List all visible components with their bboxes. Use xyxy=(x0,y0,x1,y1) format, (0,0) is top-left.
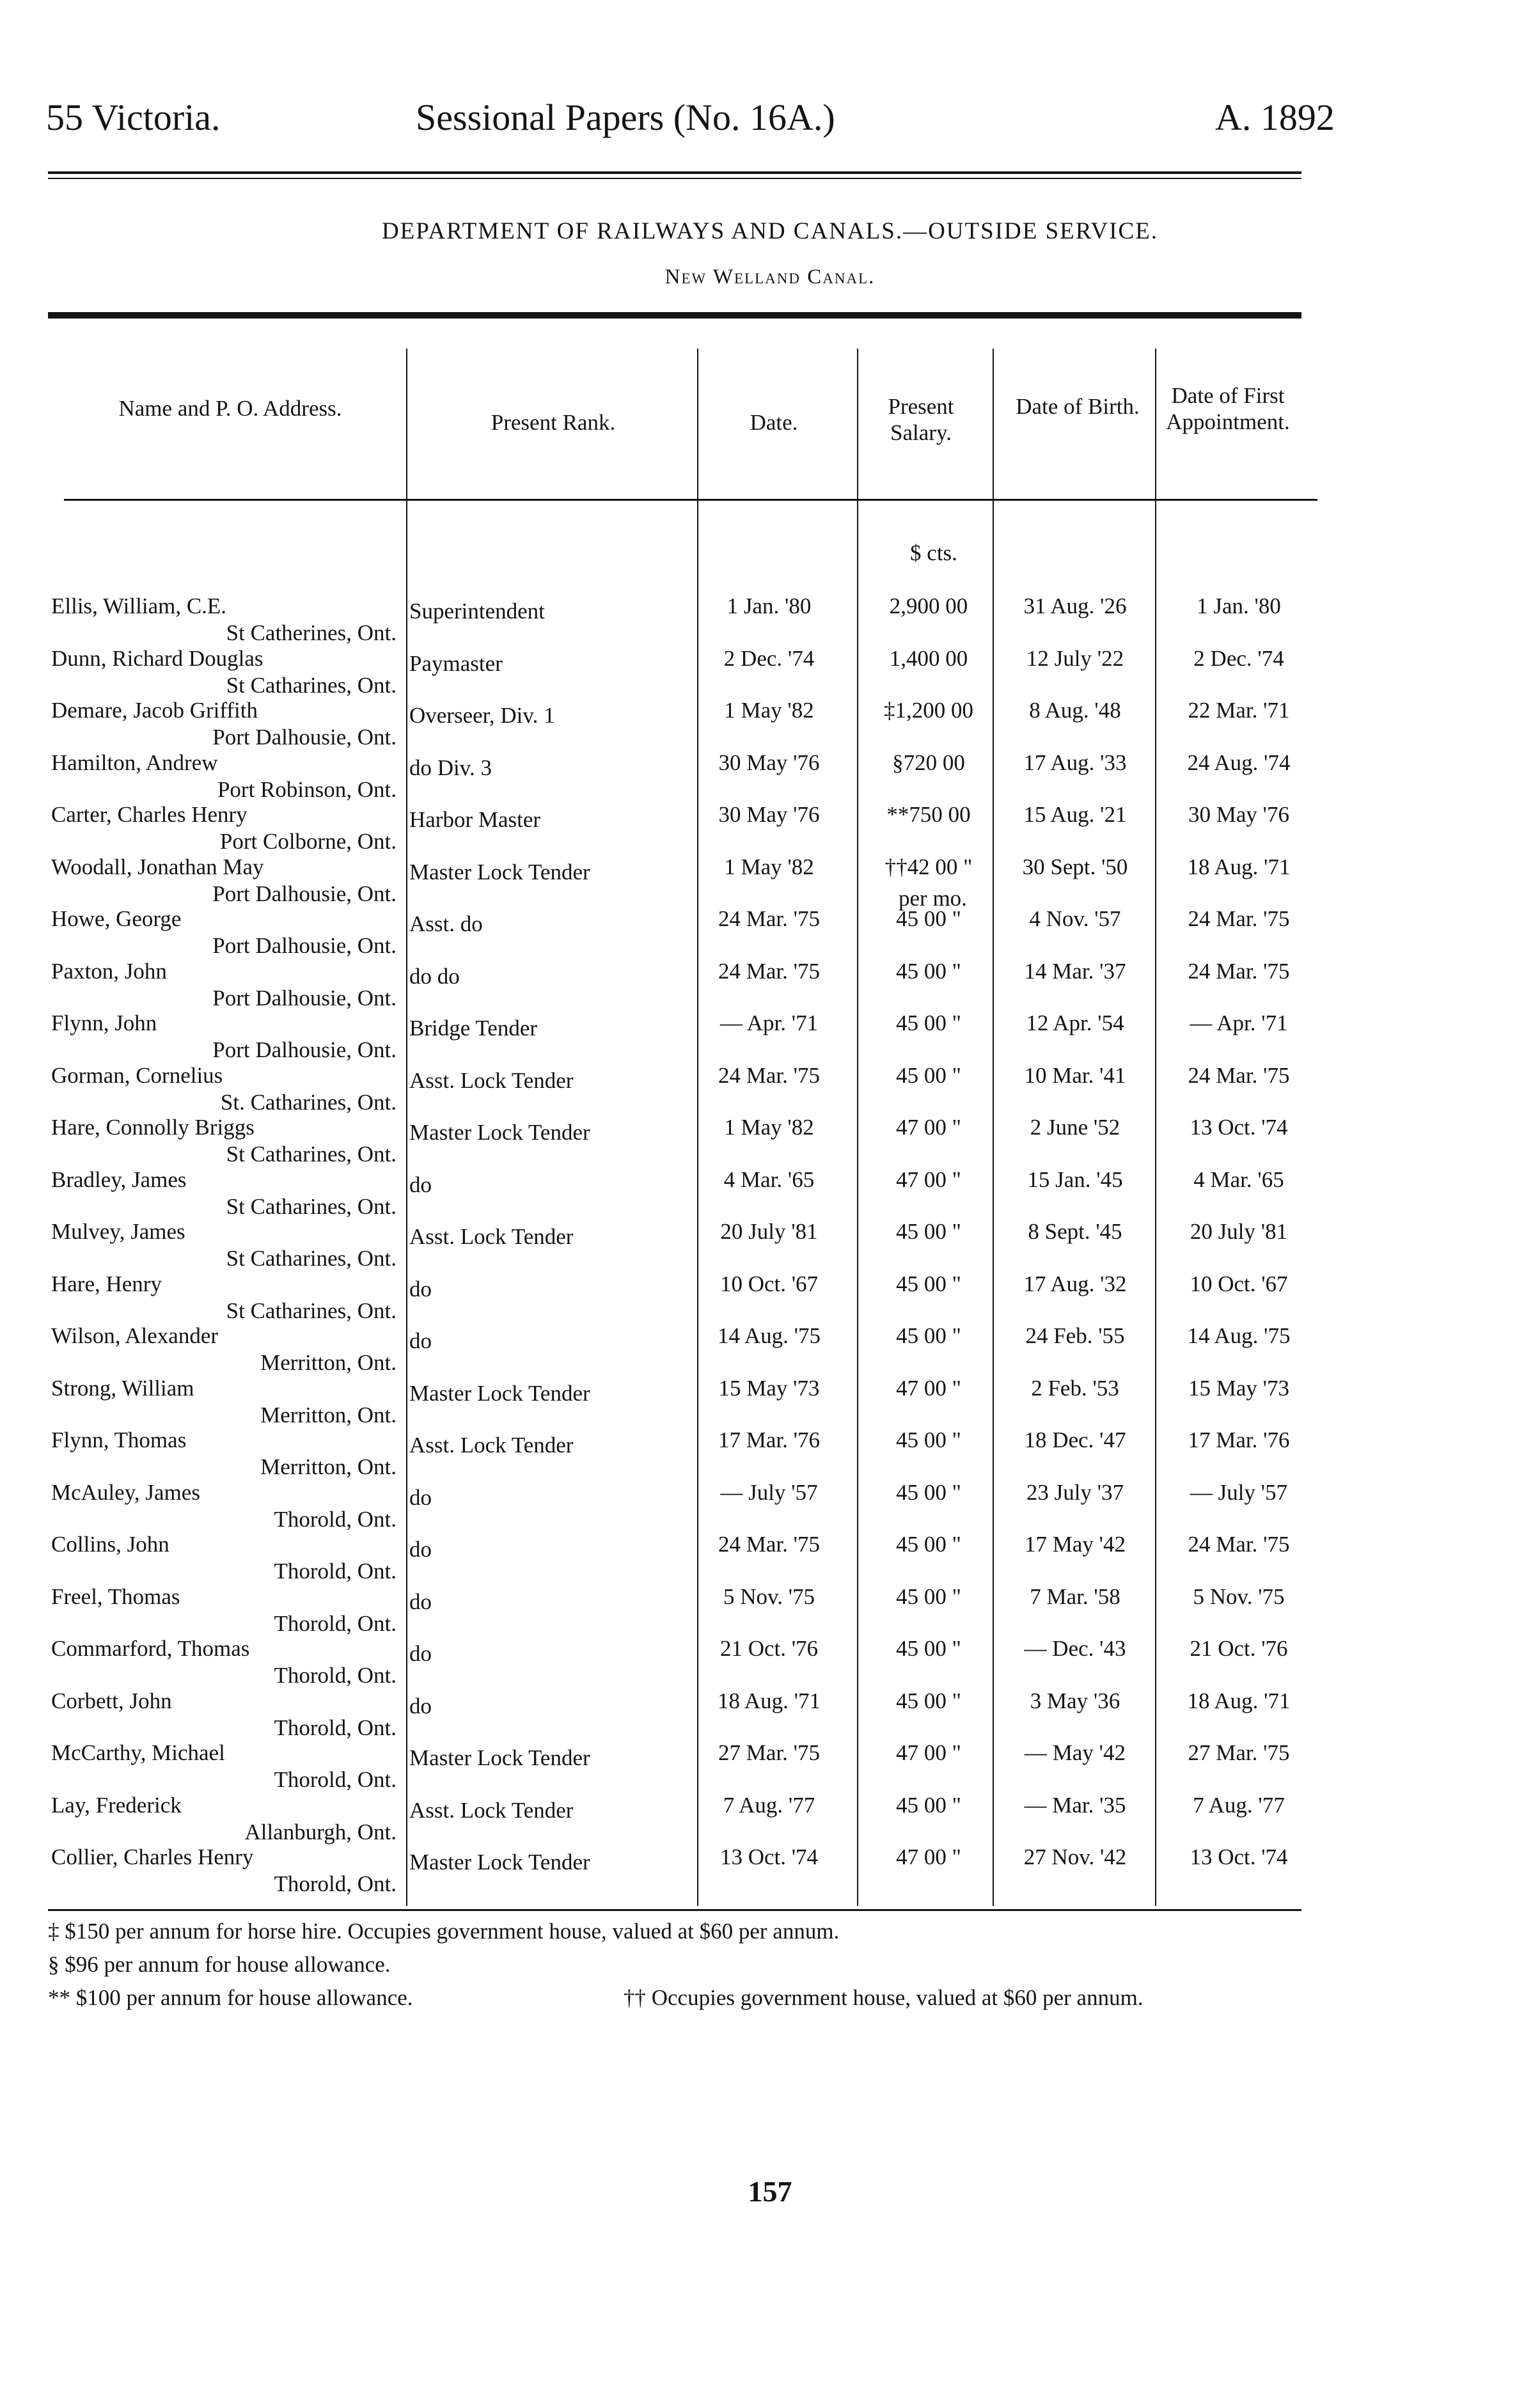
present-rank: do xyxy=(409,1172,432,1197)
date-of-birth: 12 July '22 xyxy=(1026,646,1124,671)
header-center: Sessional Papers (No. 16A.) xyxy=(416,97,835,138)
column-header-dob: Date of Birth. xyxy=(1016,394,1140,419)
present-rank: Superintendent xyxy=(409,599,545,624)
present-salary: 1,400 00 xyxy=(889,646,968,671)
post-office-address: St Catherines, Ont. xyxy=(226,620,397,645)
present-rank: do xyxy=(409,1537,432,1562)
date-of-birth: 15 Aug. '21 xyxy=(1023,802,1127,827)
present-salary: 45 00 " xyxy=(896,1219,961,1244)
rank-date: 13 Oct. '74 xyxy=(719,1844,819,1869)
employee-name: Carter, Charles Henry xyxy=(51,802,248,827)
date-of-birth: 3 May '36 xyxy=(1030,1688,1120,1713)
first-appointment-date: 24 Mar. '75 xyxy=(1188,1532,1290,1557)
date-of-birth: 14 Mar. '37 xyxy=(1024,959,1126,984)
first-appointment-date: 13 Oct. '74 xyxy=(1190,1115,1288,1140)
present-salary: 45 00 " xyxy=(896,1480,961,1505)
present-salary: ††42 00 " xyxy=(884,854,973,879)
footnote-horse-hire: ‡ $150 per annum for horse hire. Occupies government house, valued at $60 per annum. xyxy=(48,1919,840,1944)
post-office-address: Merritton, Ont. xyxy=(260,1350,397,1375)
footnote-house-allowance-100: ** $100 per annum for house allowance. xyxy=(48,1985,413,2010)
date-of-birth: 30 Sept. '50 xyxy=(1022,854,1128,879)
employee-name: Gorman, Cornelius xyxy=(51,1063,223,1088)
header-rule-top xyxy=(48,171,1301,174)
first-appointment-date: 24 Mar. '75 xyxy=(1188,1063,1290,1088)
first-appointment-date: — Apr. '71 xyxy=(1190,1011,1288,1035)
employee-name: Freel, Thomas xyxy=(51,1584,180,1609)
present-salary: 45 00 " xyxy=(896,1271,961,1296)
rank-date: 4 Mar. '65 xyxy=(723,1167,815,1192)
date-of-birth: 24 Feb. '55 xyxy=(1025,1323,1125,1348)
column-header-rank: Present Rank. xyxy=(491,410,616,435)
date-of-birth: 8 Sept. '45 xyxy=(1028,1219,1122,1244)
employee-name: Flynn, John xyxy=(51,1011,157,1035)
date-of-birth: 23 July '37 xyxy=(1026,1480,1124,1505)
salary-per-month-label: per mo. xyxy=(899,886,967,911)
post-office-address: Port Colborne, Ont. xyxy=(219,829,397,854)
date-of-birth: 7 Mar. '58 xyxy=(1030,1584,1120,1609)
rank-date: 7 Aug. '77 xyxy=(723,1793,815,1818)
present-rank: do do xyxy=(409,964,460,989)
first-appointment-date: 24 Mar. '75 xyxy=(1188,959,1290,984)
present-salary: 2,900 00 xyxy=(889,594,968,618)
rank-date: — July '57 xyxy=(720,1480,818,1505)
date-of-birth: 18 Dec. '47 xyxy=(1024,1427,1126,1452)
present-rank: Asst. Lock Tender xyxy=(409,1068,574,1093)
employee-name: Dunn, Richard Douglas xyxy=(51,646,263,671)
present-rank: do xyxy=(409,1694,432,1718)
footnote-government-house: †† Occupies government house, valued at $60 per annum. xyxy=(624,1985,1143,2010)
first-appointment-date: — July '57 xyxy=(1190,1480,1288,1505)
post-office-address: Merritton, Ont. xyxy=(260,1454,397,1479)
post-office-address: Port Robinson, Ont. xyxy=(217,777,397,802)
present-salary: 45 00 " xyxy=(896,959,961,984)
first-appointment-date: 24 Mar. '75 xyxy=(1188,906,1290,931)
post-office-address: Port Dalhousie, Ont. xyxy=(212,986,397,1011)
rank-date: 15 May '73 xyxy=(718,1376,820,1401)
present-salary: ‡1,200 00 xyxy=(884,698,973,723)
employee-name: Lay, Frederick xyxy=(51,1793,182,1818)
date-of-birth: 12 Apr. '54 xyxy=(1026,1011,1124,1035)
present-salary: 45 00 " xyxy=(896,1323,961,1348)
date-of-birth: 8 Aug. '48 xyxy=(1029,698,1121,723)
employee-name: Woodall, Jonathan May xyxy=(51,854,264,879)
first-appointment-date: 2 Dec. '74 xyxy=(1193,646,1284,671)
date-of-birth: 27 Nov. '42 xyxy=(1023,1844,1127,1869)
present-rank: do xyxy=(409,1328,432,1353)
first-appointment-date: 14 Aug. '75 xyxy=(1187,1323,1291,1348)
first-appointment-date: 30 May '76 xyxy=(1188,802,1289,827)
present-salary: 47 00 " xyxy=(896,1740,961,1765)
present-rank: do xyxy=(409,1277,432,1302)
rank-date: 14 Aug. '75 xyxy=(718,1323,821,1348)
date-of-birth: 15 Jan. '45 xyxy=(1027,1167,1123,1192)
post-office-address: St Catharines, Ont. xyxy=(226,1142,397,1167)
date-of-birth: 2 June '52 xyxy=(1030,1115,1120,1140)
first-appointment-date: 15 May '73 xyxy=(1188,1376,1289,1401)
post-office-address: Thorold, Ont. xyxy=(274,1611,397,1636)
rank-date: 17 Mar. '76 xyxy=(718,1427,820,1452)
rank-date: 30 May '76 xyxy=(718,750,820,775)
date-of-birth: — Dec. '43 xyxy=(1024,1636,1126,1661)
rank-date: 24 Mar. '75 xyxy=(718,906,820,931)
post-office-address: Port Dalhousie, Ont. xyxy=(212,725,397,750)
employee-name: Ellis, William, C.E. xyxy=(51,594,227,618)
employee-name: Hamilton, Andrew xyxy=(51,750,218,775)
present-rank: Overseer, Div. 1 xyxy=(409,703,555,728)
rank-date: 18 Aug. '71 xyxy=(718,1688,821,1713)
employee-name: Bradley, James xyxy=(51,1167,187,1192)
post-office-address: St Catharines, Ont. xyxy=(226,1298,397,1323)
employee-name: Howe, George xyxy=(51,906,182,931)
employee-name: Flynn, Thomas xyxy=(51,1427,187,1452)
header-left: 55 Victoria. xyxy=(46,97,221,138)
employee-name: Corbett, John xyxy=(51,1688,172,1713)
rank-date: 24 Mar. '75 xyxy=(718,959,820,984)
employee-name: Demare, Jacob Griffith xyxy=(51,698,258,723)
rank-date: 1 Jan. '80 xyxy=(727,594,812,618)
post-office-address: Thorold, Ont. xyxy=(274,1767,397,1792)
employee-name: Collier, Charles Henry xyxy=(51,1844,254,1869)
post-office-address: Thorold, Ont. xyxy=(274,1871,397,1896)
column-header-first-appointment: Date of First Appointment. xyxy=(1166,383,1290,434)
first-appointment-date: 10 Oct. '67 xyxy=(1190,1271,1288,1296)
present-rank: Bridge Tender xyxy=(409,1016,538,1041)
post-office-address: St. Catharines, Ont. xyxy=(220,1090,397,1115)
employee-name: McAuley, James xyxy=(51,1480,200,1505)
employee-name: Collins, John xyxy=(51,1532,169,1557)
present-salary: 45 00 " xyxy=(896,906,961,931)
first-appointment-date: 22 Mar. '71 xyxy=(1188,698,1290,723)
present-rank: Asst. Lock Tender xyxy=(409,1224,574,1249)
post-office-address: St Catharines, Ont. xyxy=(226,1246,397,1271)
rank-date: 27 Mar. '75 xyxy=(718,1740,820,1765)
present-rank: Master Lock Tender xyxy=(409,1850,590,1875)
rank-date: 1 May '82 xyxy=(724,854,814,879)
present-salary: 45 00 " xyxy=(896,1636,961,1661)
date-of-birth: — Mar. '35 xyxy=(1024,1793,1126,1818)
first-appointment-date: 1 Jan. '80 xyxy=(1197,594,1281,618)
present-rank: Master Lock Tender xyxy=(409,860,590,885)
present-rank: Asst. Lock Tender xyxy=(409,1798,574,1823)
header-right: A. 1892 xyxy=(1215,97,1335,138)
present-rank: do Div. 3 xyxy=(409,755,492,780)
page-title: DEPARTMENT OF RAILWAYS AND CANALS.—OUTSIDE SERVICE. xyxy=(381,218,1159,244)
date-of-birth: 2 Feb. '53 xyxy=(1031,1376,1119,1401)
present-salary: 45 00 " xyxy=(896,1532,961,1557)
present-salary: 45 00 " xyxy=(896,1793,961,1818)
salary-unit-label: $ cts. xyxy=(910,540,957,565)
present-rank: do xyxy=(409,1485,432,1510)
employee-name: McCarthy, Michael xyxy=(51,1740,225,1765)
present-rank: Master Lock Tender xyxy=(409,1381,590,1406)
employee-name: Mulvey, James xyxy=(51,1219,185,1244)
post-office-address: Port Dalhousie, Ont. xyxy=(212,881,397,906)
column-divider-1 xyxy=(406,349,407,1906)
present-rank: Master Lock Tender xyxy=(409,1745,590,1770)
rank-date: 20 July '81 xyxy=(720,1219,818,1244)
column-header-date: Date. xyxy=(750,410,798,435)
first-appointment-date: 18 Aug. '71 xyxy=(1187,854,1291,879)
date-of-birth: 10 Mar. '41 xyxy=(1024,1063,1126,1088)
post-office-address: St Catharines, Ont. xyxy=(226,1194,397,1219)
present-salary: 45 00 " xyxy=(896,1063,961,1088)
post-office-address: Thorold, Ont. xyxy=(274,1663,397,1688)
table-top-rule xyxy=(48,312,1301,319)
rank-date: — Apr. '71 xyxy=(719,1011,819,1035)
post-office-address: Thorold, Ont. xyxy=(274,1507,397,1532)
rank-date: 1 May '82 xyxy=(724,698,814,723)
first-appointment-date: 5 Nov. '75 xyxy=(1193,1584,1285,1609)
date-of-birth: 17 May '42 xyxy=(1025,1532,1126,1557)
column-divider-3 xyxy=(857,349,858,1906)
post-office-address: Allanburgh, Ont. xyxy=(244,1820,397,1844)
column-header-name: Name and P. O. Address. xyxy=(118,396,342,421)
present-salary: 47 00 " xyxy=(896,1376,961,1401)
date-of-birth: — May '42 xyxy=(1025,1740,1126,1765)
column-divider-5 xyxy=(1155,349,1156,1906)
present-rank: Asst. Lock Tender xyxy=(409,1433,574,1458)
employee-name: Commarford, Thomas xyxy=(51,1636,250,1661)
present-salary: 47 00 " xyxy=(896,1844,961,1869)
first-appointment-date: 20 July '81 xyxy=(1190,1219,1288,1244)
first-appointment-date: 18 Aug. '71 xyxy=(1187,1688,1291,1713)
present-salary: 45 00 " xyxy=(896,1688,961,1713)
present-rank: Asst. do xyxy=(409,911,483,936)
present-rank: Master Lock Tender xyxy=(409,1120,590,1145)
present-salary: 47 00 " xyxy=(896,1115,961,1140)
present-rank: Harbor Master xyxy=(409,807,541,832)
footnote-house-allowance-96: § $96 per annum for house allowance. xyxy=(48,1952,391,1977)
post-office-address: St Catharines, Ont. xyxy=(226,673,397,698)
date-of-birth: 4 Nov. '57 xyxy=(1029,906,1121,931)
column-header-rule xyxy=(64,499,1317,501)
present-salary: 45 00 " xyxy=(896,1584,961,1609)
employee-name: Hare, Henry xyxy=(51,1271,162,1296)
post-office-address: Thorold, Ont. xyxy=(274,1715,397,1740)
date-of-birth: 17 Aug. '32 xyxy=(1023,1271,1127,1296)
first-appointment-date: 24 Aug. '74 xyxy=(1187,750,1291,775)
rank-date: 24 Mar. '75 xyxy=(718,1532,820,1557)
rank-date: 1 May '82 xyxy=(724,1115,814,1140)
rank-date: 2 Dec. '74 xyxy=(723,646,815,671)
first-appointment-date: 7 Aug. '77 xyxy=(1193,1793,1285,1818)
first-appointment-date: 13 Oct. '74 xyxy=(1190,1844,1288,1869)
post-office-address: Merritton, Ont. xyxy=(260,1403,397,1427)
date-of-birth: 17 Aug. '33 xyxy=(1023,750,1127,775)
header-rule-bottom xyxy=(48,178,1301,179)
present-salary: 45 00 " xyxy=(896,1011,961,1035)
page-subtitle: New Welland Canal. xyxy=(664,265,876,288)
first-appointment-date: 27 Mar. '75 xyxy=(1188,1740,1290,1765)
present-salary: 47 00 " xyxy=(896,1167,961,1192)
post-office-address: Thorold, Ont. xyxy=(274,1559,397,1584)
date-of-birth: 31 Aug. '26 xyxy=(1023,594,1127,618)
employee-name: Strong, William xyxy=(51,1376,194,1401)
present-salary: **750 00 xyxy=(886,802,971,827)
present-salary: 45 00 " xyxy=(896,1427,961,1452)
present-rank: do xyxy=(409,1641,432,1666)
rank-date: 21 Oct. '76 xyxy=(719,1636,819,1661)
first-appointment-date: 21 Oct. '76 xyxy=(1190,1636,1288,1661)
employee-name: Hare, Connolly Briggs xyxy=(51,1115,255,1140)
page-number: 157 xyxy=(748,2175,792,2208)
present-salary: §720 00 xyxy=(892,750,965,775)
present-rank: do xyxy=(409,1589,432,1614)
first-appointment-date: 17 Mar. '76 xyxy=(1188,1427,1290,1452)
column-header-salary: Present Salary. xyxy=(888,394,954,445)
first-appointment-date: 4 Mar. '65 xyxy=(1193,1167,1284,1192)
rank-date: 5 Nov. '75 xyxy=(723,1584,815,1609)
present-rank: Paymaster xyxy=(409,651,503,676)
employee-name: Wilson, Alexander xyxy=(51,1323,219,1348)
table-bottom-rule xyxy=(48,1909,1301,1911)
post-office-address: Port Dalhousie, Ont. xyxy=(212,1037,397,1062)
rank-date: 30 May '76 xyxy=(718,802,820,827)
rank-date: 10 Oct. '67 xyxy=(719,1271,819,1296)
employee-name: Paxton, John xyxy=(51,959,167,984)
post-office-address: Port Dalhousie, Ont. xyxy=(212,933,397,958)
rank-date: 24 Mar. '75 xyxy=(718,1063,820,1088)
